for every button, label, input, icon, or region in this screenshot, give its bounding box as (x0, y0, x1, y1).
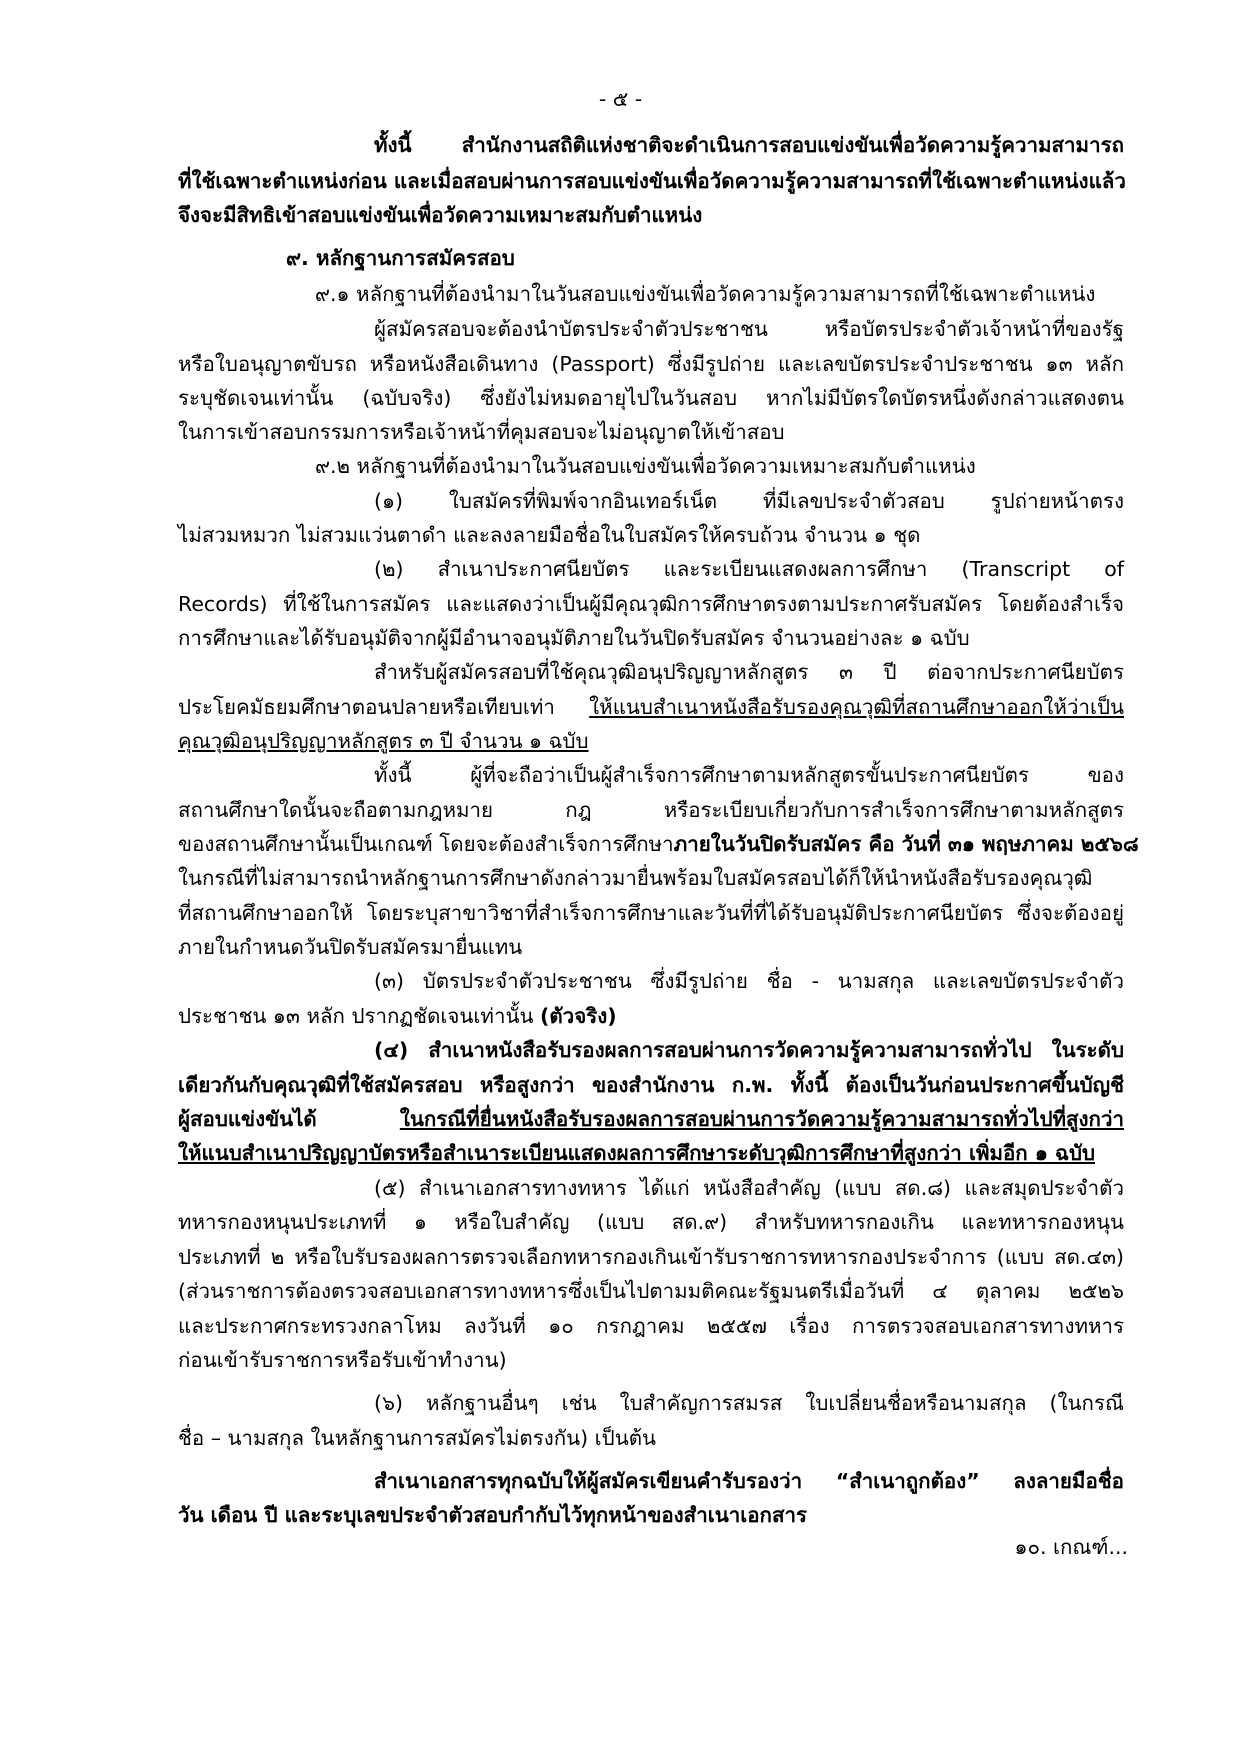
item-5-line-6: ก่อนเข้ารับราชการหรือรับเข้าทำงาน) (178, 1348, 507, 1372)
item-2-para-2-line-3: คุณวุฒิอนุปริญญาหลักสูตร ๓ ปี จำนวน ๑ ฉบับ (178, 729, 589, 753)
item-5-line-4: (ส่วนราชการต้องตรวจสอบเอกสารทางทหารซึ่งเป็นไปตามมติคณะรัฐมนตรีเมื่อวันที่ ๔ ตุลาคม ๒๕๒๖ (178, 1279, 1124, 1303)
item-2-para-2-line-2 (178, 690, 1124, 724)
intro-line-2: ที่ใช้เฉพาะตำแหน่งก่อน และเมื่อสอบผ่านการสอบแข่งขันเพื่อวัดความรู้ความสามารถที่ใช้เฉพาะตำแหน่งแล้ว (178, 169, 1126, 193)
item-3-line-1: (๓) บัตรประจำตัวประชาชน ซึ่งมีรูปถ่าย ชื่อ - นามสกุล และเลขบัตรประจำตัว (374, 969, 1124, 993)
item-4-underlined-1: ในกรณีที่ยื่นหนังสือรับรองผลการสอบผ่านการวัดความรู้ความสามารถทั่วไปที่สูงกว่า (399, 1107, 1124, 1131)
item-2-line-3: การศึกษาและได้รับอนุมัติจากผู้มีอำนาจอนุมัติภายในวันปิดรับสมัคร จำนวนอย่างละ ๑ ฉบับ (178, 626, 970, 650)
item-2-line-2: Records) ที่ใช้ในการสมัคร และแสดงว่าเป็นผู้มีคุณวุฒิการศึกษาตรงตามประกาศรับสมัคร โดยต้องสำเร็จ (178, 592, 1124, 616)
item-4-line-2: เดียวกันกับคุณวุฒิที่ใช้สมัครสอบ หรือสูงกว่า ของสำนักงาน ก.พ. ทั้งนี้ ต้องเป็นวันก่อนประกาศขึ้นบัญชี (178, 1073, 1124, 1097)
s91-line-2: หรือใบอนุญาตขับรถ หรือหนังสือเดินทาง (Passport) ซึ่งมีรูปถ่าย และเลขบัตรประจำประชาชน ๑๓ หลัก (178, 352, 1124, 376)
item-3-text: ประชาชน ๑๓ หลัก ปรากฏชัดเจนเท่านั้น (178, 1004, 540, 1028)
item-1-line-1: (๑) ใบสมัครที่พิมพ์จากอินเทอร์เน็ต ที่มีเลขประจำตัวสอบ รูปถ่ายหน้าตรง (374, 489, 1124, 513)
s91-line-3: ระบุชัดเจนเท่านั้น (ฉบับจริง) ซึ่งยังไม่หมดอายุไปในวันสอบ หากไม่มีบัตรใดบัตรหนึ่งดังกล่าวแสดงตน (178, 386, 1124, 410)
item-2-para-3-text: ของสถานศึกษานั้นเป็นเกณฑ์ โดยจะต้องสำเร็จการศึกษา (178, 832, 674, 856)
intro-line-1: ทั้งนี้ สำนักงานสถิติแห่งชาติจะดำเนินการสอบแข่งขันเพื่อวัดความรู้ความสามารถ (374, 133, 1124, 157)
item-2-para-2-text: ประโยคมัธยมศึกษาตอนปลายหรือเทียบเท่า (178, 695, 590, 719)
item-2-para-3-line-2: สถานศึกษาใดนั้นจะถือตามกฎหมาย กฎ หรือระเบียบเกี่ยวกับการสำเร็จการศึกษาตามหลักสูตร (178, 798, 1124, 822)
copy-certification-line-2: วัน เดือน ปี และระบุเลขประจำตัวสอบกำกับไว้ทุกหน้าของสำเนาเอกสาร (178, 1503, 808, 1527)
item-2-para-3-line-6: ภายในกำหนดวันปิดรับสมัครมายื่นแทน (178, 935, 523, 959)
item-1-line-2: ไม่สวมหมวก ไม่สวมแว่นตาดำ และลงลายมือชื่อในใบสมัครให้ครบถ้วน จำนวน ๑ ชุด (178, 523, 921, 547)
s91-line-1: ผู้สมัครสอบจะต้องนำบัตรประจำตัวประชาชน หรือบัตรประจำตัวเจ้าหน้าที่ของรัฐ (374, 317, 1124, 341)
section-9-1-heading: ๙.๑ หลักฐานที่ต้องนำมาในวันสอบแข่งขันเพื่อวัดความรู้ความสามารถที่ใช้เฉพาะตำแหน่ง (315, 282, 1096, 306)
item-3-bold: (ตัวจริง) (540, 1004, 617, 1028)
item-2-para-3-line-1: ทั้งนี้ ผู้ที่จะถือว่าเป็นผู้สำเร็จการศึกษาตามหลักสูตรขั้นประกาศนียบัตร ของ (374, 763, 1124, 787)
item-5-line-5: และประกาศกระทรวงกลาโหม ลงวันที่ ๑๐ กรกฎาคม ๒๕๕๗ เรื่อง การตรวจสอบเอกสารทางทหาร (178, 1314, 1124, 1338)
item-2-para-2-underlined: ให้แนบสำเนาหนังสือรับรองคุณวุฒิที่สถานศึกษาออกให้ว่าเป็น (589, 695, 1124, 719)
item-5-line-2: ทหารกองหนุนประเภทที่ ๑ หรือใบสำคัญ (แบบ สด.๙) สำหรับทหารกองเกิน และทหารกองหนุน (178, 1210, 1124, 1234)
item-4-text: ผู้สอบแข่งขันได้ (178, 1107, 400, 1131)
item-5-line-3: ประเภทที่ ๒ หรือใบรับรองผลการตรวจเลือกทหารกองเกินเข้ารับราชการทหารกองประจำการ (แบบ สด.๔๓) (178, 1245, 1124, 1269)
item-2-line-1: (๒) สำเนาประกาศนียบัตร และระเบียนแสดงผลการศึกษา (Transcript of (374, 557, 1124, 581)
closing-date-bold: ภายในวันปิดรับสมัคร คือ วันที่ ๓๑ พฤษภาคม ๒๕๖๘ (673, 832, 1139, 856)
item-6-line-2: ชื่อ – นามสกุล ในหลักฐานการสมัครไม่ตรงกัน) เป็นต้น (178, 1426, 657, 1450)
section-9-heading: ๙. หลักฐานการสมัครสอบ (286, 246, 515, 270)
section-9-2-heading: ๙.๒ หลักฐานที่ต้องนำมาในวันสอบแข่งขันเพื่อวัดความเหมาะสมกับตำแหน่ง (315, 454, 976, 478)
item-3-line-2 (178, 999, 1124, 1033)
item-6-line-1: (๖) หลักฐานอื่นๆ เช่น ใบสำคัญการสมรส ใบเปลี่ยนชื่อหรือนามสกุล (ในกรณี (374, 1391, 1124, 1415)
item-2-para-3-line-5: ที่สถานศึกษาออกให้ โดยระบุสาขาวิชาที่สำเร็จการศึกษาและวันที่ที่ได้รับอนุมัติประกาศนียบัตร ซึ่งจะต้องอยู่ (178, 901, 1124, 925)
s91-line-4: ในการเข้าสอบกรรมการหรือเจ้าหน้าที่คุมสอบจะไม่อนุญาตให้เข้าสอบ (178, 420, 785, 444)
page-number: - ๕ - (598, 87, 643, 111)
item-2-para-2-line-1: สำหรับผู้สมัครสอบที่ใช้คุณวุฒิอนุปริญญาหลักสูตร ๓ ปี ต่อจากประกาศนียบัตร (374, 660, 1124, 684)
intro-line-3: จึงจะมีสิทธิเข้าสอบแข่งขันเพื่อวัดความเหมาะสมกับตำแหน่ง (178, 203, 703, 227)
item-4-line-3 (178, 1102, 1124, 1136)
item-2-para-3-line-4: ในกรณีที่ไม่สามารถนำหลักฐานการศึกษาดังกล่าวมายื่นพร้อมใบสมัครสอบได้ก็ให้นำหนังสือรับรองคุณวุฒิ (178, 866, 1093, 890)
continuation-marker: ๑๐. เกณฑ์... (1014, 1535, 1128, 1559)
copy-certification-line-1: สำเนาเอกสารทุกฉบับให้ผู้สมัครเขียนคำรับรองว่า “สำเนาถูกต้อง” ลงลายมือชื่อ (374, 1469, 1124, 1493)
item-4-line-4: ให้แนบสำเนาปริญญาบัตรหรือสำเนาระเบียนแสดงผลการศึกษาระดับวุฒิการศึกษาที่สูงกว่า เพิ่มอีก ๑ ฉบับ (178, 1141, 1095, 1165)
item-4-line-1: (๔) สำเนาหนังสือรับรองผลการสอบผ่านการวัดความรู้ความสามารถทั่วไป ในระดับ (374, 1038, 1124, 1062)
item-2-para-3-line-3 (178, 827, 1139, 861)
item-5-line-1: (๕) สำเนาเอกสารทางทหาร ได้แก่ หนังสือสำคัญ (แบบ สด.๘) และสมุดประจำตัว (374, 1176, 1124, 1200)
